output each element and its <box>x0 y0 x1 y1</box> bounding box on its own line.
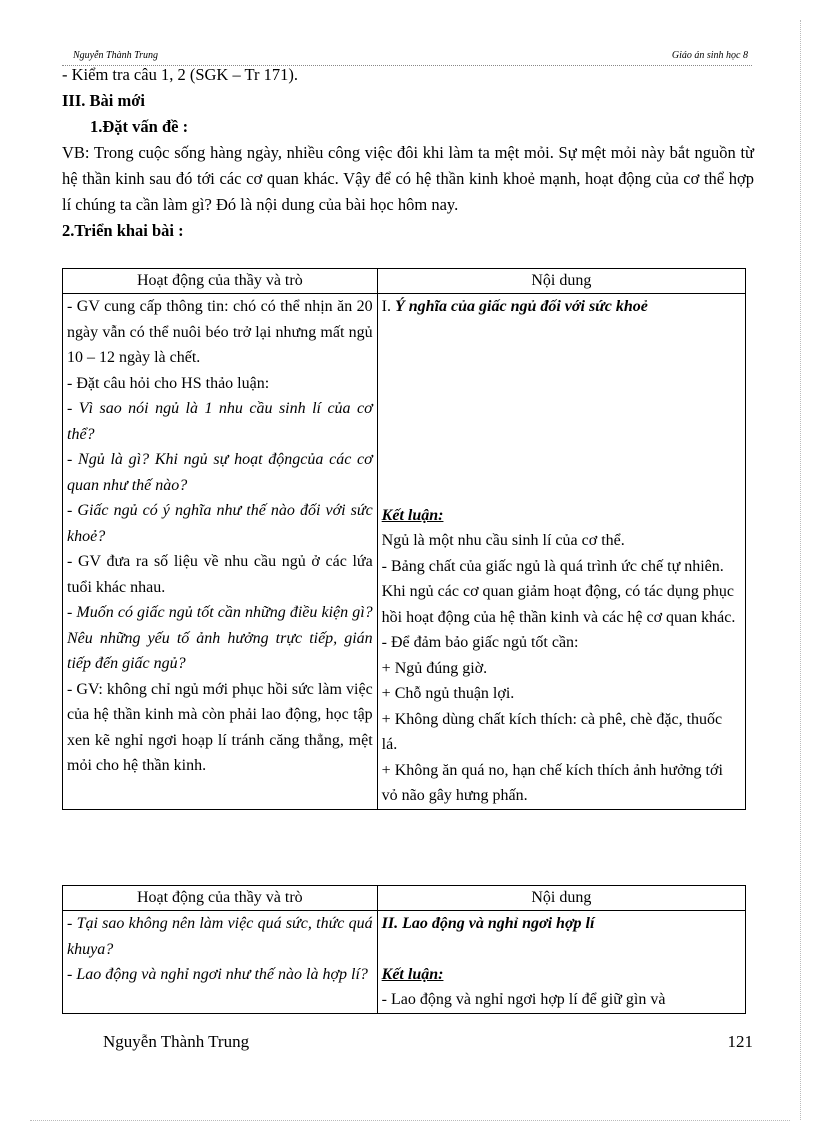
activities-cell <box>63 911 378 1014</box>
page-right-guide <box>800 20 801 1120</box>
activities-cell <box>63 294 378 810</box>
spacer <box>382 320 741 503</box>
activity-item: - Giấc ngủ có ý nghĩa như thế nào đối với sức khoẻ? <box>67 502 373 545</box>
page-bottom-guide <box>30 1120 790 1121</box>
conclusion-label: Kết luận: <box>381 506 444 524</box>
header-subject: Giáo án sinh học 8 <box>671 50 748 61</box>
activity-item: - GV: không chỉ ngủ mới phục hồi sức làm việc của hệ thần kinh mà còn phải lao động, học tập xen kẽ nghỉ ngơi hoạp lí tránh căng thẳng, mệt mỏi cho hệ thần kinh. <box>67 680 373 774</box>
check-line: - Kiểm tra câu 1, 2 (SGK – Tr 171). <box>62 65 299 84</box>
table-header-row <box>63 269 746 294</box>
content-item: Ngủ là một nhu cầu sinh lí của cơ thể. <box>381 532 625 549</box>
activity-item: - GV cung cấp thông tin: chó có thể nhịn ăn 20 ngày vẫn có thể nuôi béo trở lại nhưng mất ngủ 10 – 12 ngày là chết. <box>67 298 373 366</box>
activity-item: - Ngủ là gì? Khi ngủ sự hoạt độngcủa các cơ quan như thế nào? <box>67 451 373 494</box>
table-header-row <box>63 886 746 911</box>
content-item: + Ngủ đúng giờ. <box>381 659 488 677</box>
content-cell <box>377 911 745 1014</box>
table-row <box>63 911 746 1014</box>
header-activities: Hoạt động của thầy và trò <box>63 886 378 911</box>
activity-item: - Tại sao không nên làm việc quá sức, thức quá khuya? <box>67 915 373 958</box>
section-title: III. Bài mới <box>62 91 145 110</box>
content-item: + Chỗ ngủ thuận lợi. <box>381 685 515 702</box>
intro-block <box>62 62 754 244</box>
activity-item: - GV đưa ra số liệu về nhu cầu ngủ ở các lứa tuổi khác nhau. <box>67 553 373 596</box>
sub2-title: 2.Triển khai bài : <box>62 221 184 240</box>
content-heading <box>382 294 741 320</box>
table-row <box>63 294 746 810</box>
spacer <box>382 937 741 962</box>
activity-item: - Muốn có giấc ngủ tốt cần những điều kiện gì? Nêu những yếu tố ảnh hưởng trực tiếp, gián tiếp đến giấc ngủ? <box>67 604 373 672</box>
lesson-table-2 <box>62 885 746 1014</box>
vb-paragraph: VB: Trong cuộc sống hàng ngày, nhiều công việc đôi khi làm ta mệt mỏi. Sự mệt mỏi này bắt nguồn từ hệ thần kinh sau đó tới các cơ quan khác. Vậy để có hệ thần kinh khoẻ mạnh, hoạt động của cơ thể hợp lí chúng ta cần làm gì? Đó là nội dung của bài học hôm nay. <box>62 143 754 214</box>
header-content: Nội dung <box>377 886 745 911</box>
content-item: - Bảng chất của giấc ngủ là quá trình ức chế tự nhiên. Khi ngủ các cơ quan giảm hoạt động, có tác dụng phục hồi hoạt động của hệ thần kinh và các hệ cơ quan khác. <box>381 557 736 626</box>
activity-item: - Lao động và nghỉ ngơi như thế nào là hợp lí? <box>67 966 368 983</box>
content-heading: II. Lao động và nghỉ ngơi hợp lí <box>381 915 595 932</box>
footer-author: Nguyễn Thành Trung <box>103 1032 250 1051</box>
content-item: + Không ăn quá no, hạn chế kích thích ảnh hưởng tới vỏ não gây hưng phấn. <box>381 761 723 804</box>
lesson-table-1 <box>62 268 746 810</box>
page-number: 121 <box>727 1032 753 1051</box>
heading-text: Ý nghĩa của giấc ngủ đối với sức khoẻ <box>395 298 648 315</box>
content-item: + Không dùng chất kích thích: cà phê, chè đặc, thuốc lá. <box>381 710 723 753</box>
header-author: Nguyễn Thành Trung <box>73 50 159 61</box>
conclusion-label: Kết luận: <box>381 965 444 983</box>
activity-item: - Vì sao nói ngủ là 1 nhu cầu sinh lí của cơ thể? <box>67 400 373 443</box>
header-activities: Hoạt động của thầy và trò <box>63 269 378 294</box>
content-item: - Lao động và nghỉ ngơi hợp lí để giữ gìn và <box>381 991 666 1008</box>
content-item: - Để đảm bảo giấc ngủ tốt cần: <box>381 634 579 651</box>
heading-prefix: I. <box>381 298 391 315</box>
header-content: Nội dung <box>377 269 745 294</box>
activity-item: - Đặt câu hỏi cho HS thảo luận: <box>67 374 270 392</box>
content-cell <box>377 294 745 810</box>
sub1-title: 1.Đặt vấn đề : <box>90 117 189 136</box>
